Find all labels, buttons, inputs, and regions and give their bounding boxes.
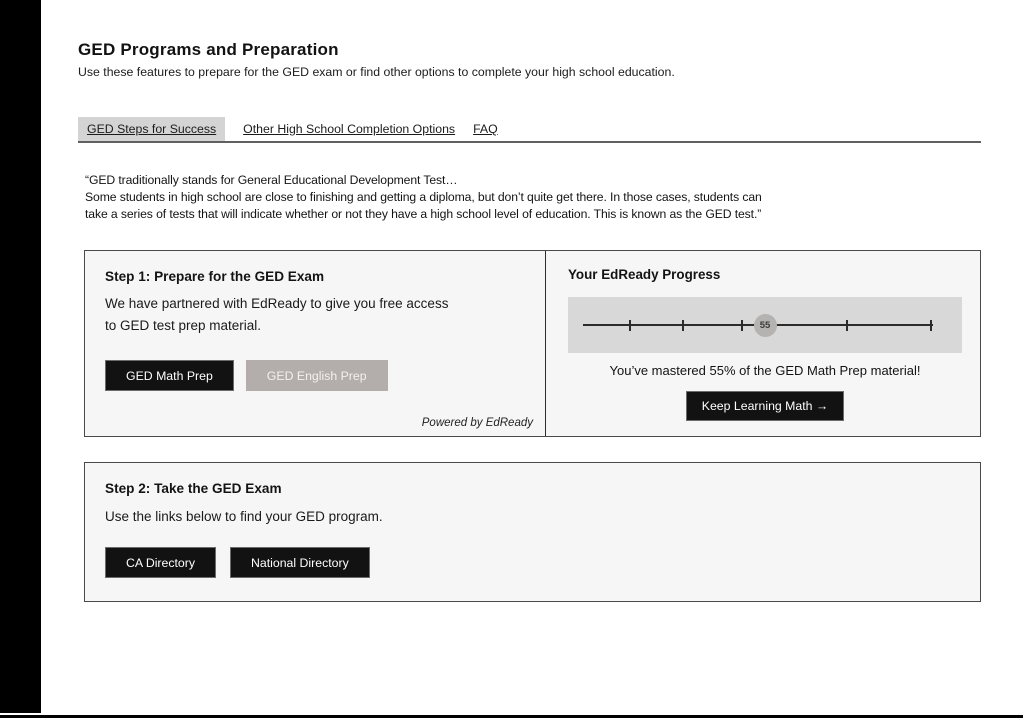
step1-card (84, 250, 981, 437)
progress-score: 55 (759, 319, 771, 331)
step1-body-line: We have partnered with EdReady to give you free access (105, 296, 449, 311)
slider-tick (741, 320, 743, 331)
step2-buttons (105, 547, 370, 578)
tab-ged-steps-for-success[interactable]: GED Steps for Success (78, 117, 225, 141)
page-subtitle: Use these features to prepare for the GED exam or find other options to complete your high school education. (78, 65, 675, 79)
step1-prepare-section (85, 251, 546, 436)
step1-body-line: to GED test prep material. (105, 318, 262, 333)
step2-heading: Step 2: Take the GED Exam (105, 481, 282, 496)
ged-english-prep-button[interactable]: GED English Prep (246, 360, 388, 391)
tab-faq[interactable]: FAQ (473, 122, 498, 136)
step1-heading: Step 1: Prepare for the GED Exam (105, 269, 325, 284)
left-edge-bar (0, 0, 41, 713)
ged-definition-quote (85, 172, 762, 222)
page-title: GED Programs and Preparation (78, 40, 339, 59)
powered-by-edready-label: Powered by EdReady (421, 417, 533, 429)
tab-divider-rule (78, 141, 981, 143)
step2-body: Use the links below to find your GED program. (105, 509, 383, 524)
slider-tick (682, 320, 684, 331)
progress-heading: Your EdReady Progress (568, 267, 721, 282)
progress-slider-line (583, 319, 933, 331)
slider-tick (846, 320, 848, 331)
ged-math-prep-button[interactable]: GED Math Prep (105, 360, 234, 391)
tab-other-completion-options[interactable]: Other High School Completion Options (243, 122, 456, 136)
progress-slider (568, 297, 962, 353)
edready-progress-section (546, 251, 980, 436)
keep-learning-math-button[interactable]: Keep Learning Math → (686, 391, 844, 421)
quote-line: Some students in high school are close to finishing and getting a diploma, but don’t quite get there. In those cases, students can (85, 189, 762, 204)
tab-bar (78, 117, 498, 141)
slider-tick (930, 320, 932, 331)
national-directory-button[interactable]: National Directory (230, 547, 370, 578)
progress-message: You’ve mastered 55% of the GED Math Prep material! (609, 363, 921, 378)
step2-card (84, 462, 981, 602)
step1-body (105, 293, 525, 337)
slider-tick (629, 320, 631, 331)
progress-knob[interactable] (754, 314, 777, 337)
quote-line: “GED traditionally stands for General Educational Development Test… (85, 173, 458, 187)
ca-directory-button[interactable]: CA Directory (105, 547, 216, 578)
step1-buttons (105, 360, 388, 391)
quote-line: take a series of tests that will indicate whether or not they have a high school level of education. This is known as the GED test.” (85, 206, 762, 221)
